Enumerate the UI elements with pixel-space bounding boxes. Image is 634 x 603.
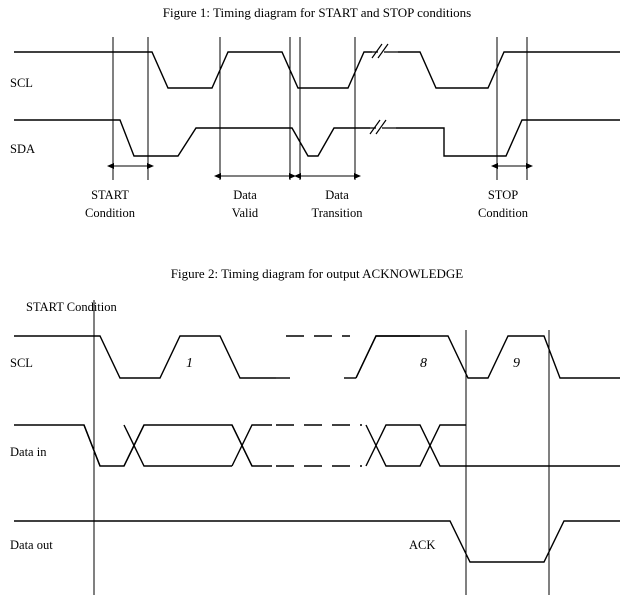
figure-1-title: Figure 1: Timing diagram for START and STOP conditions [162,5,472,20]
figure-2-start-condition-label: START Condition [26,300,117,314]
figure-2-data-in-waveform [14,425,620,466]
figure-1-annotation-data-valid-line2: Valid [231,206,259,220]
figure-1-signal-label-scl: SCL [10,76,33,90]
figure-1-sda-waveform [14,120,620,156]
figure-1-annotation-data-transition-line2: Transition [311,206,363,220]
figure-2-clock-number-8: 8 [420,356,427,371]
figure-1-guide-lines [113,37,527,180]
figure-1-annotation-start-line2: Condition [84,206,135,220]
figure-2-signal-label-scl: SCL [10,356,33,370]
figure-2-clock-number-9: 9 [513,356,520,371]
figure-1-dimension-arrows [114,166,526,176]
figure-1-annotation-data-valid-line1: Data [233,188,257,202]
figure-2-title: Figure 2: Timing diagram for output ACKNOWLEDGE [170,266,464,281]
figure-2-ack-label: ACK [409,538,436,552]
figure-1-annotation-stop-line1: STOP [487,188,519,202]
figure-2-signal-label-data-out: Data out [10,538,53,552]
figure-2-guide-lines [94,300,549,595]
figure-2-clock-number-1: 1 [186,356,193,371]
figure-2-scl-waveform [14,336,620,378]
figure-2-signal-label-data-in: Data in [10,445,47,459]
figure-1-annotation-start-line1: START [91,188,129,202]
figure-1-annotation-stop-line2: Condition [477,206,528,220]
figure-2-data-out-waveform [14,521,620,562]
figure-1-scl-waveform [14,44,620,88]
figure-1-annotation-data-transition-line1: Data [325,188,349,202]
figure-1-signal-label-sda: SDA [10,142,36,156]
